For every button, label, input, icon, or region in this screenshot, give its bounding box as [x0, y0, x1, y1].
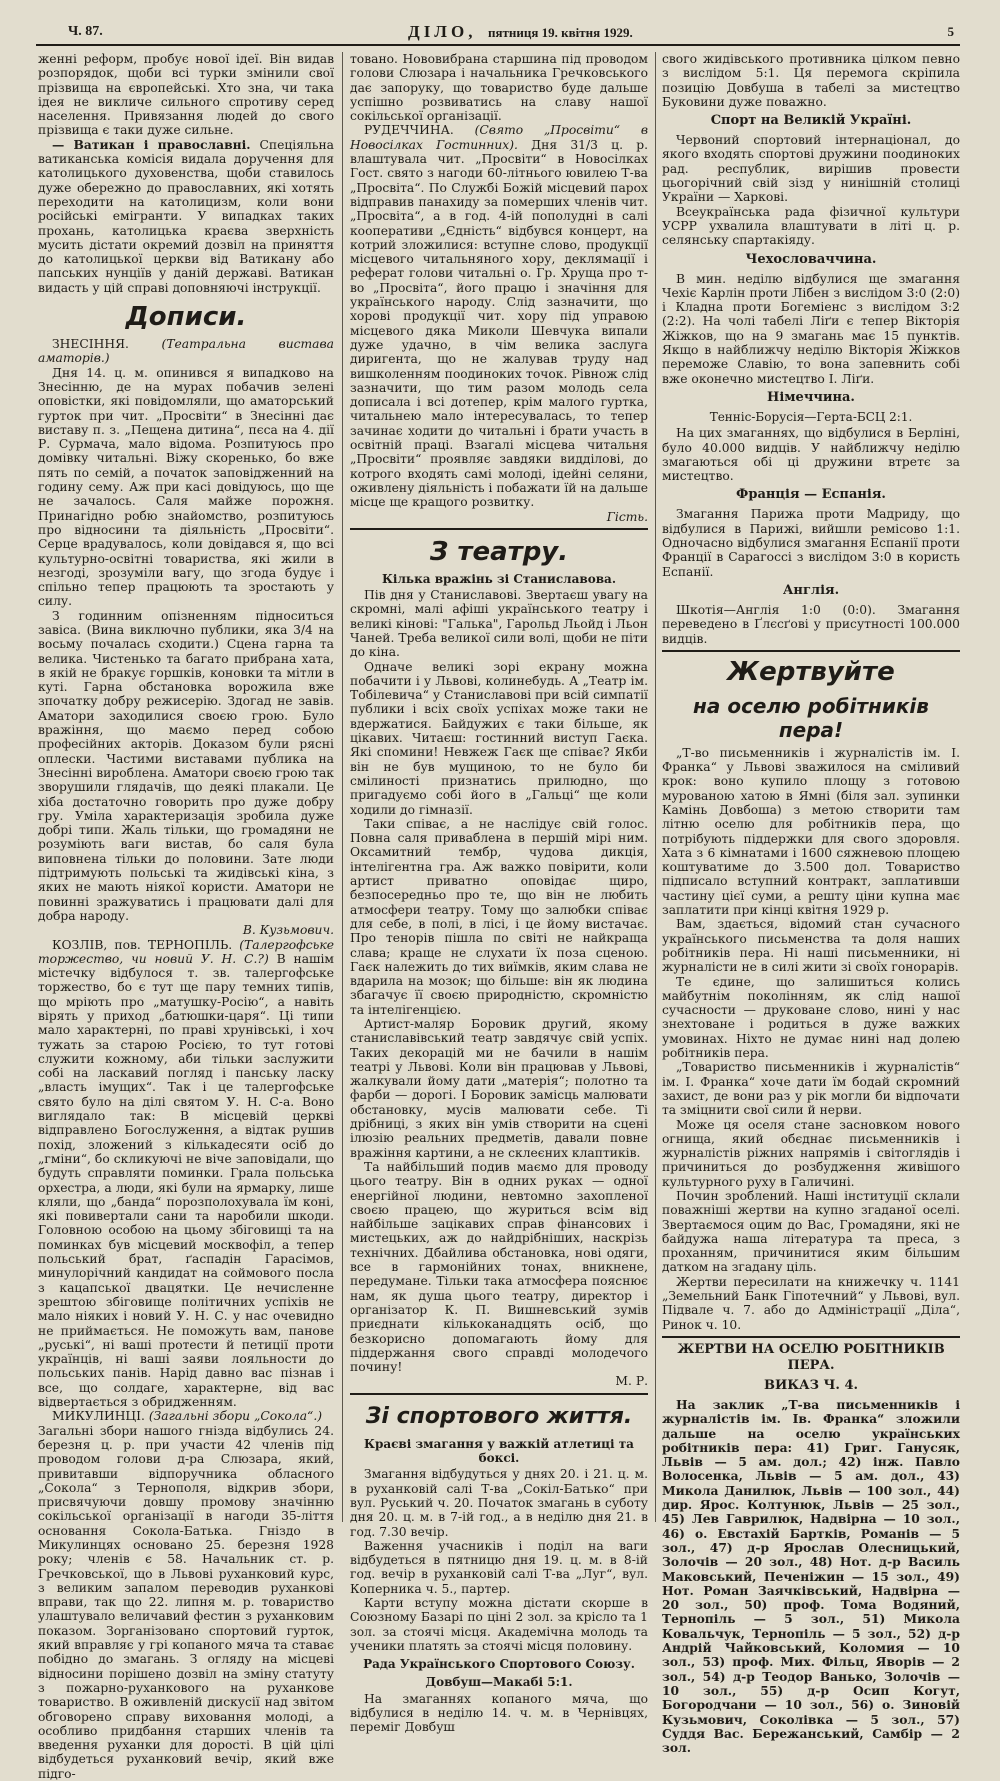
theatre-signature: М. Р.: [615, 1374, 648, 1389]
appeal-title: Жертвуйте: [727, 656, 895, 687]
znesinnia-text-1: Дня 14. ц. м. опинився я випадково на Знесінню, де на мурах побачив зелені оповістки, які повідомляли, що аматорський гурток при чит. „Просвіти“ в Знесінні дає виставу п. з. „Пещена дитина“, пєса на 4. дії Р. Сурмача, мало відома. Розпитуюсь про домівку читальні. Віжу скоренько, бо вже пять по семій, а початок заповідженний на годину сему. Аж при касі довідуюсь, що ще не зачалось. Саля майже порожня. Принагідно робю знайомство, розпитуюсь про відносини та діяльність „Просвіти“. Серце врадувалось, коли довідався я, що всі культурно-освітні товариства, які жили в незгоді, зрозуміли вагу, що згода будує і спільно тепер працюють та зростають у силу.: [38, 365, 334, 609]
continued-text: свого жидівського противника цілком певно з вислідом 5:1. Ця перемога скріпила позицію Довбуша в табелі за мистецтво Буковини дуже поважно.: [662, 52, 960, 109]
france-spain-text: Змагання Парижа проти Мадриду, що відбулися в Парижі, вийшли ремісово 1:1. Одночасно відбулися змагання Еспанії проти Франції в Сарагоссі з вислідом 3:0 в користь Еспанії.: [662, 507, 961, 579]
section-title-dopysy: Дописи.: [125, 302, 247, 333]
vatican-text: Спеціяльна ватиканська комісія видала доручення для католицького духовенства, щоби ставилось дуже обережно до православних, які хотять переходити на католицизм, коли вони російські емігранти. У випадках таких прохань, католицька краєва зверхність мусить дістати окремий дозвіл на приняття до католицької церкви від Ватикану або папських нунціїв у даній державі. Ватикан видасть у цій справі доповняючі інструкції.: [38, 137, 334, 295]
theatre-text-1: Пів дня у Станиславові. Звертаєш увагу на скромні, малі афіші українського театру і великі кінові: "Галька", Гарольд Льойд і Льон Чаней. Треба великої сили волі, щоби не піти до кіна.: [350, 588, 648, 660]
mykulyntsi-header: [38, 1409, 334, 1423]
ukraine-text-1: Червоний спортовий інтернаціонал, до якого входять спортові дружини поодиноких рад. республик, вирішив провести цьогорічний свій зізд у нинішній столиці України — Харкові.: [662, 133, 960, 205]
page-number: 5: [947, 24, 954, 39]
kozliv-subtitle: (Талергофське торжество, чи новий У. Н. С.?): [38, 937, 334, 966]
germany-title: Німеччина.: [767, 389, 855, 405]
column-divider: [342, 52, 343, 1522]
dovbush-title: Довбуш—Макабі 5:1.: [425, 1675, 573, 1690]
kozliv-article: [38, 938, 334, 1410]
kozliv-text: В нашім містечку відбулося т. зв. талергофське торжество, бо є тут ще пару темних типів, що мріють про „матушку-Росію“, а навіть вірять у приход „батюшки-царя“. Ці типи мало характерні, по праві хрунівські, і хоч тужать за старою Росією, то тут готові служити кожному, аби тільки заслужити собі на ласкавий погляд і панську ласку „власть імущих“. Так і це талергофське свято було на ділі святом У. Н. С-а. Воно виглядало так: В місцевій церкві відправлено Богослуження, а відтак рушив похід, зложений з кількадесяти осіб до „гміни“, бо скликуючі не віче заповідали, що будуть справляти поминки. Грала польська орхестра, а люди, які були на ярмарку, лише кляли, що „банда“ порозполохувала їм коні, які повивертали сани та наробили шкоди. Головною особою на цьому збіговищі та на поминках був місцевий москвофіл, а тепер польський брат, ґаспадін Гарасімов, минулорічний кандидат на соймового посла з кацапської двацятки. Це нечисленне зрештою збіговище політичних успіхів не мало ніяких і новий У. Н. С. у нас очевидно не приймається. Не поможуть вам, панове „руські“, ні ваші протести й петиції проти українців, ні ваші заяви лояльности до польських панів. Нарід давно вас пізнав і все, що солдаге, характерне, від вас відвертається з обридженням.: [38, 951, 334, 1410]
donations-list: На заклик „Т-ва письменників і журналістів ім. Ів. Франка“ зложили дальше на оселю українських робітників пера: 41) Григ. Ганусяк, Львів — 5 ам. дол.; 42) інж. Павло Волосенка, Львів — 5 ам. дол., 43) Микола Данилюк, Львів — 100 зол., 44) дир. Ярос. Колтунюк, Львів — 25 зол., 45) Лев Гаврилюк, Надвірна — 10 зол., 46) о. Евстахій Бартків, Романів — 5 зол., 47) д-р Ярослав Олесницький, Золочів — 20 зол., 48) Нот. д-р Василь Маковський, Печеніжин — 15 зол., 49) Нот. Роман Заячківський, Надвірна — 20 зол., 50) проф. Тома Водяний, Тернопіль — 5 зол., 51) Микола Ковальчук, Тернопіль — 5 зол., 52) д-р Андрій Чайковський, Коломия — 10 зол., 53) проф. Мих. Фільц, Яворів — 2 зол., 54) д-р Теодор Ванько, Золочів — 10 зол., 55) д-р Осип Когут, Богородчани — 10 зол., 56) о. Зиновій Кузьмович, Соколівка — 5 зол., 57) Суддя Вас. Бережанський, Самбір — 2 зол.: [662, 1396, 960, 1756]
appeal-text-3: Те єдине, що залишиться колись майбутнім поколінням, як слід нашої сучасности — друковане слово, нині у нас знехтоване і родиться в дуже важких умовинах. Ніхто не думає нині над долею робітників пера.: [662, 974, 960, 1061]
theatre-text-5: Та найбільший подив маємо для проводу цього театру. Він в одних руках — одної енергійної людини, невтомно захопленої своєю працею, що журиться всім від найбільше зацікавих справ фінансових і мистецьких, аж до найдрібніших, наскрізь технічних. Дбайлива обстановка, нові одяги, все в гармонійних тонах, вникнене, передумане. Тільки така атмосфера пояснює нам, як душа цього театру, директор і організатор К. П. Вишневський зумів приєднати кількоканадцять осіб, що безкорисно допомагають йому для піддержання свого справді молодечого почину!: [350, 1159, 648, 1375]
sport-text-3: Карти вступу можна дістати скорше в Союзному Базарі по ціні 2 зол. за крісло та 1 зол. за стоячі місця. Академічна молодь та ученики платять за стоячі місця половину.: [350, 1595, 648, 1653]
section-title-sport: Зі спортового життя.: [365, 1403, 633, 1429]
appeal-text-5: Може ця оселя стане засновком нового огнища, який обєднає письменників і журналістів ріжних напрямів і світоглядів і причиниться до розбудження живішого культурного руху в Галичині.: [662, 1117, 960, 1189]
znesinnia-signature: В. Кузьмович.: [242, 923, 334, 938]
appeal-text-6: Почин зроблений. Наші інституції склали поважніші жертви на купно згаданої оселі. Звертаємося оцим до Вас, Громадяни, які не байдужа наша література та преса, з проханням, причинитися яким більшим датком на згадану ціль.: [662, 1189, 960, 1275]
divider: [350, 528, 648, 530]
section-title-theatre: З театру.: [429, 536, 569, 567]
divider: [350, 1393, 648, 1395]
newspaper-title: ДІЛО,: [408, 22, 477, 41]
ukraine-text-2: Всеукраїнська рада фізичної культури УСРР ухвалила влаштувати в літі ц. р. селянську спартакіяду.: [662, 204, 960, 248]
znesinnia-title: ЗНЕСІННЯ.: [52, 337, 129, 352]
rudechchyna-title: РУДЕЧЧИНА.: [364, 123, 454, 138]
germany-text: На цих змаганнях, що відбулися в Берліні, було 40.000 видців. У найближчу неділю змагаються обі ці дружини втретє за мистецтво.: [662, 426, 960, 484]
issue-number: Ч. 87.: [68, 24, 103, 39]
sport-signature: Рада Українського Спортового Союзу.: [363, 1657, 635, 1672]
appeal-text-7: Жертви пересилати на книжечку ч. 1141 „Земельний Банк Гіпотечний“ у Львові, вул. Підвале ч. 7. або до Адміністрації „Діла“, Ринок ч. 10.: [662, 1274, 960, 1332]
rudechchyna-subtitle: (Свято „Просвіти“ в Новосілках Гостинних).: [350, 123, 648, 152]
england-text: Шкотія—Англія 1:0 (0:0). Змагання переведено в Ґлєсґові у присутності 100.000 видців.: [662, 602, 960, 646]
znesinnia-text-2: З годинним опізненням підноситься завіса. (Вина виключно публики, яка 3/4 на восьму почалась сходити.) Сцена гарна та велика. Чистенько та багато прибрана хата, в якій не бракує горшків, коновки та мітли в куті. Гарна обстановка ворожила вже зпочатку добру режисерію. Здогад не завів. Аматори заходилися своєю грою. Було вражіння, що маємо перед собою професійних акторів. Доказом були рясні оплески. Частими виставами публика на Знесінні вироблена. Аматори своєю грою так зворушили глядачів, що деякі плакали. Це хіба достаточно говорить про дуже добру гру. Уміла характеризація зробила дуже добрі типи. Жаль тільки, що громадяни не розуміють ваги вистав, бо саля була виповнена тільки до половини. Зате люди підтримують польські та жидівські кіна, з яких не мають ніякої користи. Аматори не повинні зражуватись і працювати далі для добра народу.: [38, 608, 334, 923]
appeal-text-2: Вам, здається, відомий стан сучасного українського письменства та доля наших робітників пера. Ні наші письменники, ні журналісти не в силі жити зі своїх гонорарів.: [662, 917, 960, 975]
intro-paragraph: женні реформ, пробує нової ідеї. Він видав розпорядок, щоби всі турки змінили свої прізвища на європейські. Хто зна, чи така ідея не викличе сильного спротиву серед населення. Привязання людей до свого прізвища є таки дуже сильне.: [38, 52, 334, 138]
appeal-text-4: „Товариство письменників і журналістів“ ім. І. Франка“ хоче дати їм бодай скромний захист, де вони раз у рік могли би відпочати та зміцнити свої сили й нерви.: [662, 1060, 960, 1118]
mykulyntsi-subtitle: (Загальні збори „Сокола“.): [148, 1409, 323, 1424]
czech-title: Чехословаччина.: [745, 251, 877, 267]
appeal-subtitle: на оселю робітників пера!: [693, 693, 929, 742]
theatre-subtitle: Кілька вражінь зі Станиславова.: [382, 571, 616, 586]
england-title: Англія.: [782, 582, 840, 598]
continued-text: товано. Нововибрана старшина під проводом голови Слюзара і начальника Гречковського дає запоруку, що товариство буде дальше успішно розвиватись на славу нашої сокільської організації.: [350, 52, 648, 124]
sport-text-2: Важення учасників і поділ на ваги відбудеться в пятницю дня 19. ц. м. в 8-ій год. вечір в руханковій салі Т-ва „Луг“, вул. Коперника ч. 5., партер.: [350, 1538, 648, 1596]
column-right: [662, 52, 961, 1756]
divider: [662, 1336, 960, 1338]
appeal-text-1: „Т-во письменників і журналістів ім. І. Франка“ у Львові зважилося на сміливий крок: воно купило площу з готовою мурованою хатою в Ямні (біля зал. зупинки Камінь Довбоша) з метою створити там літню оселю для робітників пера, що потрібують піддержки для свого здоровля. Хата з 6 кімнатами і 1600 сяжневою площею коштуватиме до 3.500 дол. Товариство підписало вступний контракт, заплативши частину цієї суми, а решту ціни купна має заплатити при кінці квітня 1929 р.: [662, 745, 960, 918]
sport-subtitle: Краєві змагання у важкій атлетиці та боксі.: [364, 1436, 634, 1466]
issue-date: пятниця 19. квітня 1929.: [488, 25, 633, 40]
rudechchyna-article: [350, 123, 648, 509]
column-divider: [655, 52, 656, 1522]
column-middle: [350, 52, 648, 1735]
znesinnia-header: [38, 337, 334, 366]
kozliv-title: КОЗЛІВ, пов. ТЕРНОПІЛЬ.: [52, 937, 233, 952]
dovbush-text: На змаганнях копаного мяча, що відбулися в неділю 14. ч. м. в Чернівцях, переміг Довбуш: [350, 1691, 648, 1735]
mykulyntsi-text: Загальні збори нашого гнізда відбулись 24. березня ц. р. при участи 42 членів під проводом голови д-ра Слюзара, який, привитавши відпоручника обласного „Сокола“ з Тернополя, відкрив збори, присвячуючи довшу промову значінню сокільської організації в нагоди 35-ліття основання Сокола-Батька. Гніздо в Микулинцях основано 25. березня 1928 року; членів є 58. Начальник ст. р. Гречковської, що в Львові руханковий курс, з великим запалом переводив руханкові вправи, так що 22. липня м. р. товариство улаштувало величавий фестин з руханковим показом. Зорганізовано спортовий гурток, який вправляє у грі копаного мяча та ставає побідно до змагань. З огляду на місцеві відносини порішено дозвіл на зміну статуту з пожарно-руханкового на руханкове товариство. В оживленій дискусії над звітом обговорено справу виховання молоді, а особливо придбання старших членів та введення руханки для дорості. В цій цілі відбудеться руханковий вечір, який вже підго-: [38, 1423, 334, 1781]
sport-text-1: Змагання відбудуться у днях 20. і 21. ц. м. в руханковій салі Т-ва „Сокіл-Батько“ при вул. Руський ч. 20. Початок змагань в суботу дня 20. ц. м. в 7-ій год., а в неділю дня 21. в год. 7.30 вечір.: [350, 1467, 648, 1539]
divider: [662, 650, 960, 652]
france-spain-title: Франція — Еспанія.: [736, 487, 886, 503]
mykulyntsi-title: МИКУЛИНЦІ.: [52, 1409, 145, 1424]
czech-text: В мин. неділю відбулися ще змагання Чехіє Карлін проти Лібен з вислідом 3:0 (2:0) і Кладна проти Богеміенс з вислідом 3:2 (2:2). На чолі табелі Ліґи є тепер Вікторія Жіжков, що на 9 змагань має 15 пунктів. Якщо в найближчу неділю Вікторія Жіжков переможе Славію, то вона запевнить собі вже оконечно мистецтво І. Ліґи.: [662, 271, 960, 386]
rudechchyna-signature: Гість.: [606, 509, 648, 524]
column-left: [38, 52, 334, 1781]
vatican-article: [38, 138, 334, 295]
donations-title: ЖЕРТВИ НА ОСЕЛЮ РОБІТНИКІВ ПЕРА.: [677, 1341, 945, 1373]
vatican-title: — Ватикан і православні.: [52, 136, 251, 152]
rudechchyna-text: Дня 31/3 ц. р. влаштувала чит. „Просвіти“ в Новосілках Гост. свято з нагоди 60-літнього ювилею Т-ва „Просвіта“. По Службі Божій місцевий парох відправив панахиду за померших членів чит. „Просвіта“, а в год. 4-ій пополудні в салі кооперативи „Єдність“ відбувся концерт, на котрий зложилися: вступне слово, продукції місцевого читальняного хору, деклямації і реферат голови читальні о. Гр. Хруща про т-во „Просвіта“, його працю і значіння для українського народу. Слід зазначити, що хорові продукції чит. хору під управою місцевого дяка Миколи Шевчука випали дуже удачно, в чім велика заслуга диригента, що не жалував труду над вишколенням поодиноких точок. Рівнож слід зазначити, що тим разом молодь села дописала і всі дотепер, крім малого гуртка, читальнею мало інтересувалась, то тепер зачинає ходити до читальні і брати участь в освітній праці. Взагалі місцева читальня „Просвіти“ проявляє завдяки видділові, до котрого входять самі молоді, ідейні селяни, оживлену діяльність і побажати їй на дальше місце ще кращого розвитку.: [350, 137, 648, 510]
germany-score: Тенніс-Борусія—Герта-БСЦ 2:1.: [709, 409, 913, 424]
donations-subtitle: ВИКАЗ Ч. 4.: [763, 1377, 859, 1393]
theatre-text-4: Артист-маляр Боровик другий, якому станиславівський театр завдячує свій успіх. Таких декорацій ми не бачили в нашім театрі у Львові. Коли він працював у Львові, жалкували йому дати „матерія“; полотно та фарби — дорогі. І Боровик замісць малювати обстановку, мусів малювати себе. Ті дрібниці, з яких він умів створити на сцені ілюзію реальних предметів, давали повне вражіння картини, а не склеєних клаптиків.: [350, 1017, 648, 1160]
theatre-text-2: Одначе великі зорі екрану можна побачити і у Львові, колинебудь. А „Театр ім. Тобілевича“ у Станиславові при всій симпатії публики і всіх своїх успіхах може таки не вдержатися. Байдужих є таки більше, як цікавих. Читаєш: гостинний виступ Гаєка. Які спомини! Невжеж Гаєк ще співає? Якби він не був мущиною, то не було би смілиності признатись прилюдно, що пригадуємо собі його в „Гальці“ ще коли ходили до гімназії.: [350, 659, 648, 817]
newspaper-header: [36, 22, 960, 46]
znesinnia-subtitle: (Театральна вистава аматорів.): [38, 337, 334, 366]
theatre-text-3: Таки співає, а не наслідує свій голос. Повна саля привабленa в першій мірі ним. Оксамитний тембр, чудова дикція, інтелігентна гра. Аж важко повірити, коли артист приватно оповідає щиро, безпосередньо про те, що він не любить атмосфери театру. Тому що залюбки співає для себе, в полі, в лісі, і це йому вистачає. Про тенорів пішла по світі не найкраща слава; краще не слухати їх поза сценою. Гаєк належить до тих виїмків, яким слава не вдарила на мозок; що більше: він як людина збагачує її своєю природністю, скромністю та інтелігенцією.: [350, 816, 648, 1017]
ukraine-title: Спорт на Великій Україні.: [710, 113, 912, 129]
